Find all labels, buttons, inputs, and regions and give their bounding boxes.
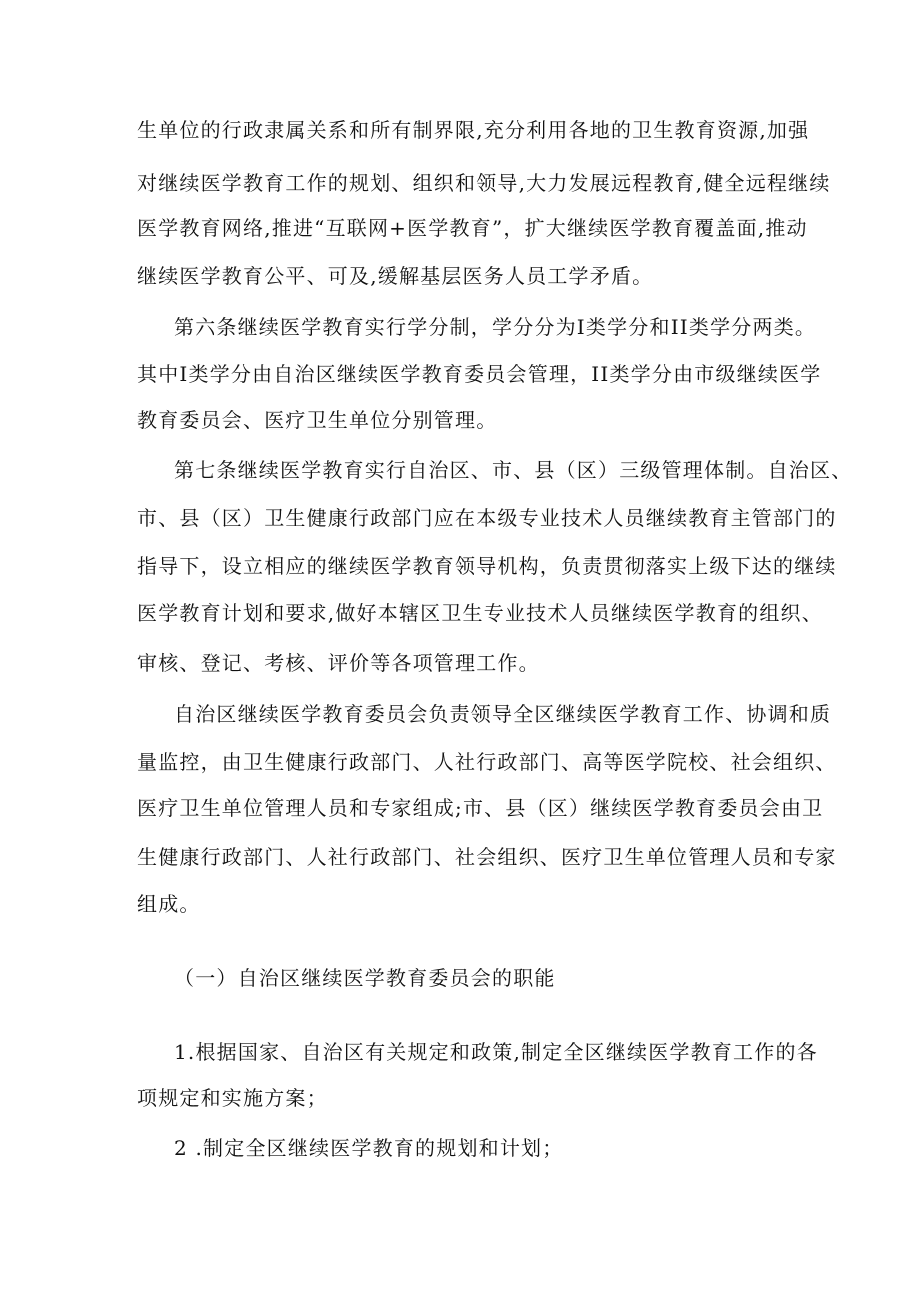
paragraph-3-line-4: 医学教育计划和要求,做好本辖区卫生专业技术人员继续医学教育的组织、	[137, 601, 823, 625]
paragraph-2-line-3: 教育委员会、医疗卫生单位分别管理。	[137, 408, 498, 432]
item-2-line-1: 2 .制定全区继续医学教育的规划和计划；	[174, 1136, 564, 1160]
item-1-line-2: 项规定和实施方案；	[137, 1086, 328, 1110]
paragraph-3-line-5: 审核、登记、考核、评价等各项管理工作。	[137, 651, 540, 675]
paragraph-4-line-4: 生健康行政部门、人社行政部门、社会组织、医疗卫生单位管理人员和专家	[137, 845, 837, 869]
paragraph-1-line-2: 对继续医学教育工作的规划、组织和领导,大力发展远程教育,健全远程继续	[137, 171, 831, 195]
paragraph-3-line-2: 市、县（区）卫生健康行政部门应在本级专业技术人员继续教育主管部门的	[137, 506, 837, 530]
paragraph-2-line-2: 其中I类学分由自治区继续医学教育委员会管理，II类学分由市级继续医学	[137, 362, 822, 386]
paragraph-3-line-1: 第七条继续医学教育实行自治区、市、县（区）三级管理体制。自治区、	[174, 458, 853, 482]
paragraph-2-line-1: 第六条继续医学教育实行学分制，学分分为I类学分和II类学分两类。	[174, 315, 817, 339]
paragraph-1-line-4: 继续医学教育公平、可及,缓解基层医务人员工学矛盾。	[137, 264, 654, 288]
paragraph-4-line-5: 组成。	[137, 892, 201, 916]
paragraph-1-line-1: 生单位的行政隶属关系和所有制界限,充分利用各地的卫生教育资源,加强	[137, 118, 810, 142]
item-1-line-1: 1.根据国家、自治区有关规定和政策,制定全区继续医学教育工作的各	[174, 1040, 818, 1064]
paragraph-1-line-3: 医学教育网络,推进“互联网+医学教育”，扩大继续医学教育覆盖面,推动	[137, 216, 808, 240]
paragraph-4-line-2: 量监控，由卫生健康行政部门、人社行政部门、高等医学院校、社会组织、	[137, 750, 837, 774]
paragraph-4-line-1: 自治区继续医学教育委员会负责领导全区继续医学教育工作、协调和质	[174, 702, 832, 726]
section-heading: （一）自治区继续医学教育委员会的职能	[174, 966, 556, 990]
paragraph-3-line-3: 指导下，设立相应的继续医学教育领导机构，负责贯彻落实上级下达的继续	[137, 554, 837, 578]
paragraph-4-line-3: 医疗卫生单位管理人员和专家组成;市、县（区）继续医学教育委员会由卫	[137, 796, 824, 820]
